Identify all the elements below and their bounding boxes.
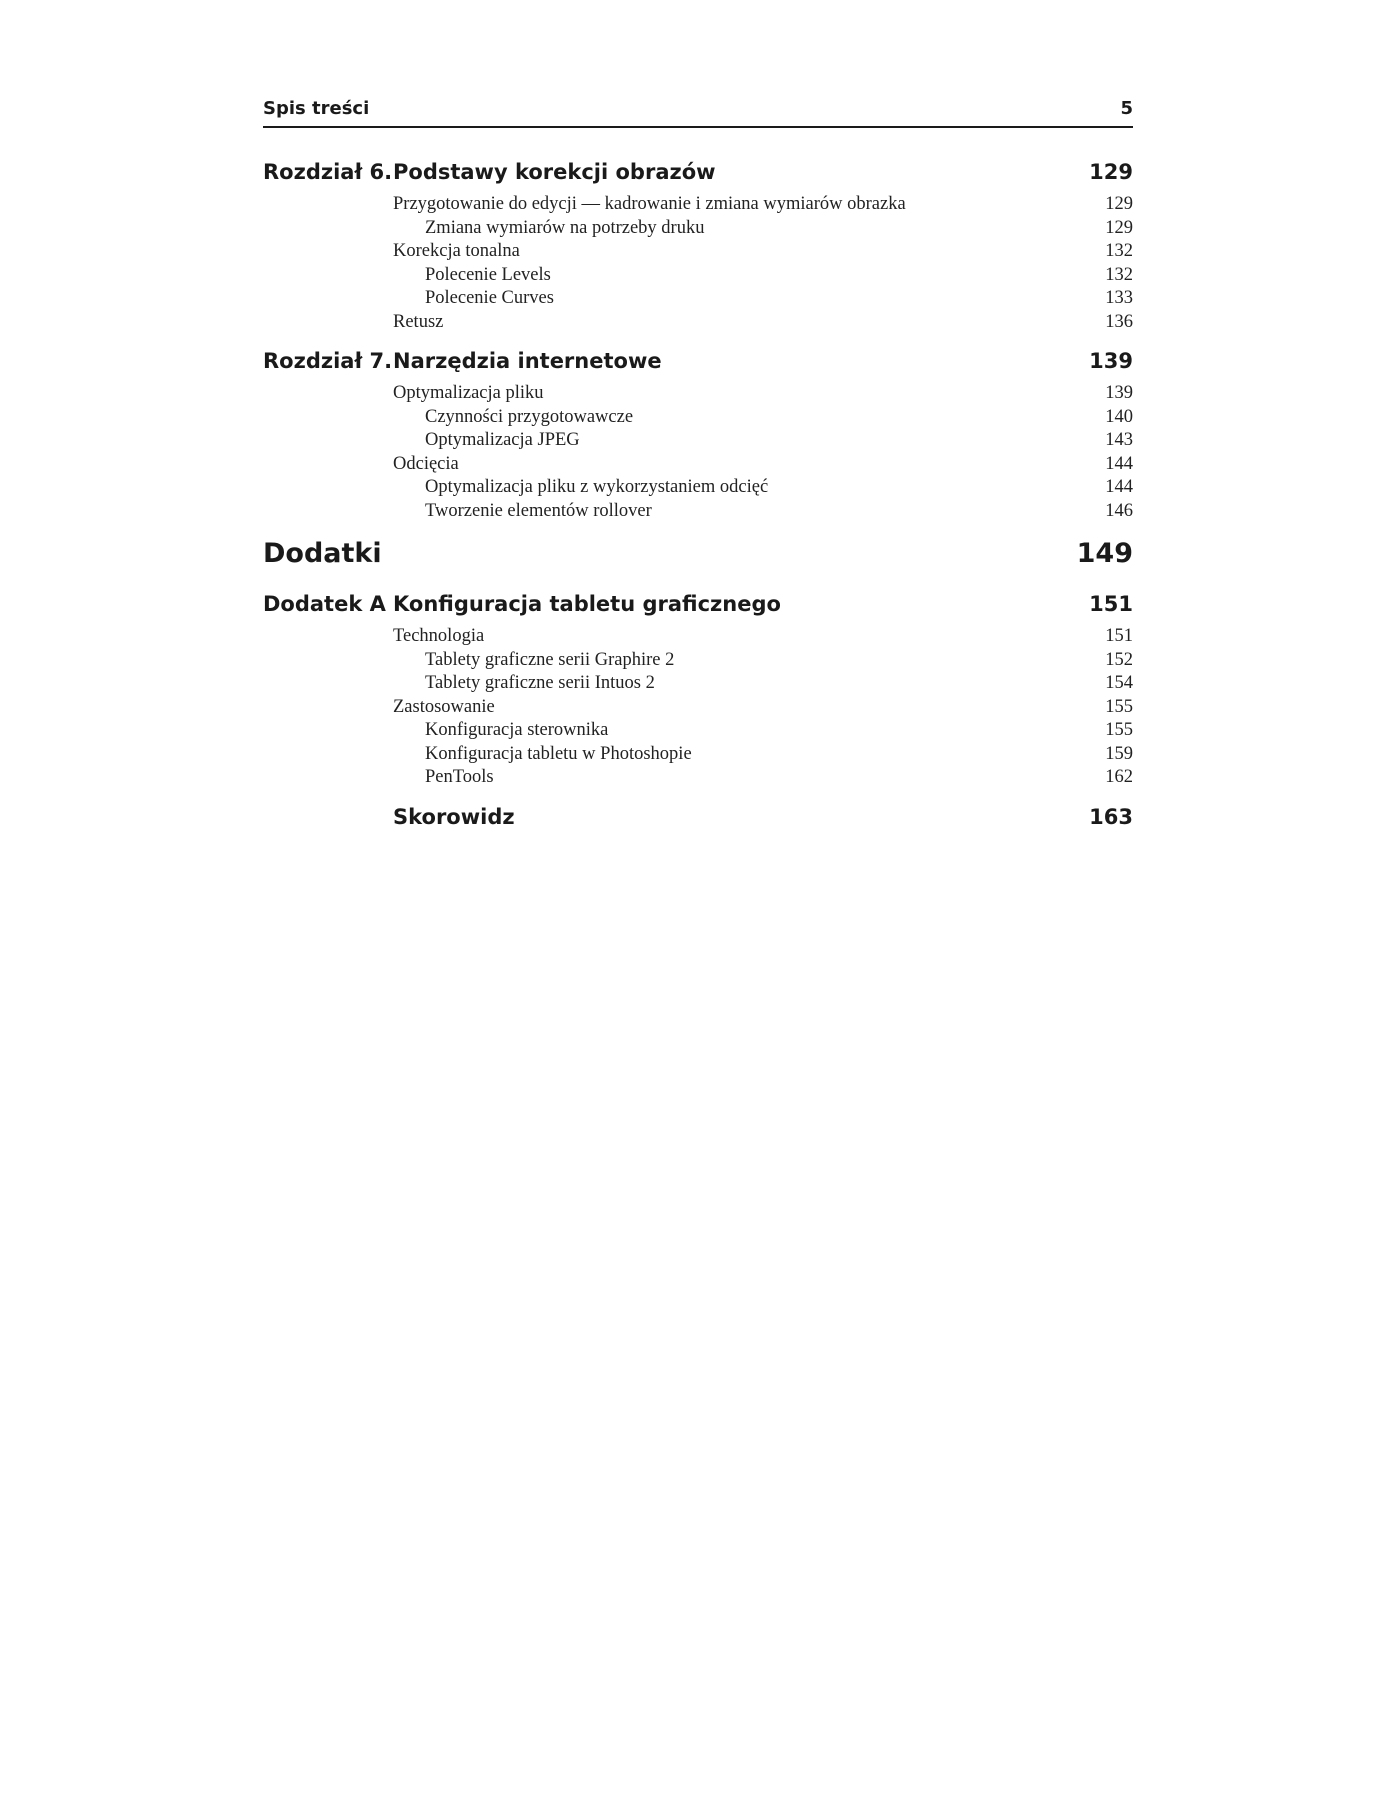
appendix-page: 151 — [1089, 592, 1133, 616]
toc-subentry[interactable] — [263, 477, 1133, 501]
chapter-page: 139 — [1089, 349, 1133, 373]
part-page: 149 — [1076, 538, 1133, 569]
entry-page: 129 — [1105, 194, 1133, 214]
part-title: Dodatki — [263, 538, 382, 569]
entry-title: PenTools — [425, 767, 494, 787]
toc-subentry[interactable] — [263, 265, 1133, 289]
toc-subentry[interactable] — [263, 720, 1133, 744]
chapter-title: Narzędzia internetowe — [393, 349, 662, 373]
table-of-contents — [263, 160, 1133, 839]
entry-page: 143 — [1105, 430, 1133, 450]
toc-subentry[interactable] — [263, 218, 1133, 242]
toc-appendix-a[interactable] — [263, 592, 1133, 626]
spacer — [263, 335, 1133, 349]
entry-title: Konfiguracja tabletu w Photoshopie — [425, 743, 692, 764]
entry-page: 155 — [1105, 720, 1133, 740]
entry-title: Zmiana wymiarów na potrzeby druku — [425, 217, 705, 238]
entry-page: 162 — [1105, 767, 1133, 787]
index-title: Skorowidz — [393, 804, 515, 829]
entry-page: 129 — [1105, 217, 1133, 238]
entry-title: Konfiguracja sterownika — [425, 720, 609, 740]
entry-title: Zastosowanie — [393, 696, 495, 717]
spacer — [263, 791, 1133, 805]
toc-chapter-6[interactable] — [263, 160, 1133, 194]
chapter-number: Rozdział 6. — [263, 160, 393, 184]
entry-page: 136 — [1105, 311, 1133, 332]
toc-subentry[interactable] — [263, 673, 1133, 697]
entry-page: 144 — [1105, 477, 1133, 497]
running-head-page-number: 5 — [1120, 98, 1133, 119]
toc-subentry[interactable] — [263, 407, 1133, 431]
entry-page: 132 — [1105, 241, 1133, 261]
entry-page: 140 — [1105, 406, 1133, 427]
entry-page: 133 — [1105, 288, 1133, 308]
entry-title: Tablety graficzne serii Graphire 2 — [425, 649, 675, 670]
chapter-page: 129 — [1089, 160, 1133, 184]
toc-subentry[interactable] — [263, 650, 1133, 674]
entry-title: Odcięcia — [393, 453, 459, 474]
toc-subentry[interactable] — [263, 501, 1133, 525]
toc-entry[interactable] — [263, 454, 1133, 478]
toc-chapter-7[interactable] — [263, 349, 1133, 383]
entry-page: 144 — [1105, 453, 1133, 474]
toc-entry[interactable] — [263, 241, 1133, 265]
toc-subentry[interactable] — [263, 767, 1133, 791]
entry-title: Optymalizacja pliku z wykorzystaniem odcięć — [425, 477, 769, 497]
entry-page: 132 — [1105, 264, 1133, 285]
entry-page: 155 — [1105, 696, 1133, 717]
running-head — [263, 96, 1133, 128]
entry-title: Optymalizacja JPEG — [425, 430, 580, 450]
toc-subentry[interactable] — [263, 430, 1133, 454]
chapter-title: Podstawy korekcji obrazów — [393, 160, 716, 184]
toc-entry[interactable] — [263, 626, 1133, 650]
entry-page: 154 — [1105, 673, 1133, 693]
entry-title: Tablety graficzne serii Intuos 2 — [425, 673, 655, 693]
entry-page: 146 — [1105, 500, 1133, 521]
entry-page: 159 — [1105, 743, 1133, 764]
entry-title: Technologia — [393, 626, 485, 646]
toc-entry[interactable] — [263, 194, 1133, 218]
entry-title: Optymalizacja pliku — [393, 383, 544, 403]
entry-title: Retusz — [393, 311, 444, 332]
entry-title: Przygotowanie do edycji — kadrowanie i zmiana wymiarów obrazka — [393, 194, 906, 214]
toc-subentry[interactable] — [263, 744, 1133, 768]
appendix-title: Konfiguracja tabletu graficznego — [393, 592, 781, 616]
toc-part-appendices[interactable] — [263, 538, 1133, 586]
toc-entry[interactable] — [263, 697, 1133, 721]
toc-subentry[interactable] — [263, 288, 1133, 312]
entry-title: Polecenie Levels — [425, 264, 551, 285]
appendix-number: Dodatek A — [263, 592, 386, 616]
index-page: 163 — [1089, 804, 1133, 829]
entry-title: Korekcja tonalna — [393, 241, 520, 261]
entry-page: 139 — [1105, 383, 1133, 403]
entry-page: 151 — [1105, 626, 1133, 646]
running-head-title: Spis treści — [263, 98, 370, 119]
chapter-number: Rozdział 7. — [263, 349, 393, 373]
entry-title: Tworzenie elementów rollover — [425, 500, 652, 521]
toc-entry[interactable] — [263, 312, 1133, 336]
entry-title: Polecenie Curves — [425, 288, 554, 308]
toc-entry[interactable] — [263, 383, 1133, 407]
entry-title: Czynności przygotowawcze — [425, 406, 634, 427]
toc-index[interactable] — [263, 805, 1133, 839]
entry-page: 152 — [1105, 649, 1133, 670]
